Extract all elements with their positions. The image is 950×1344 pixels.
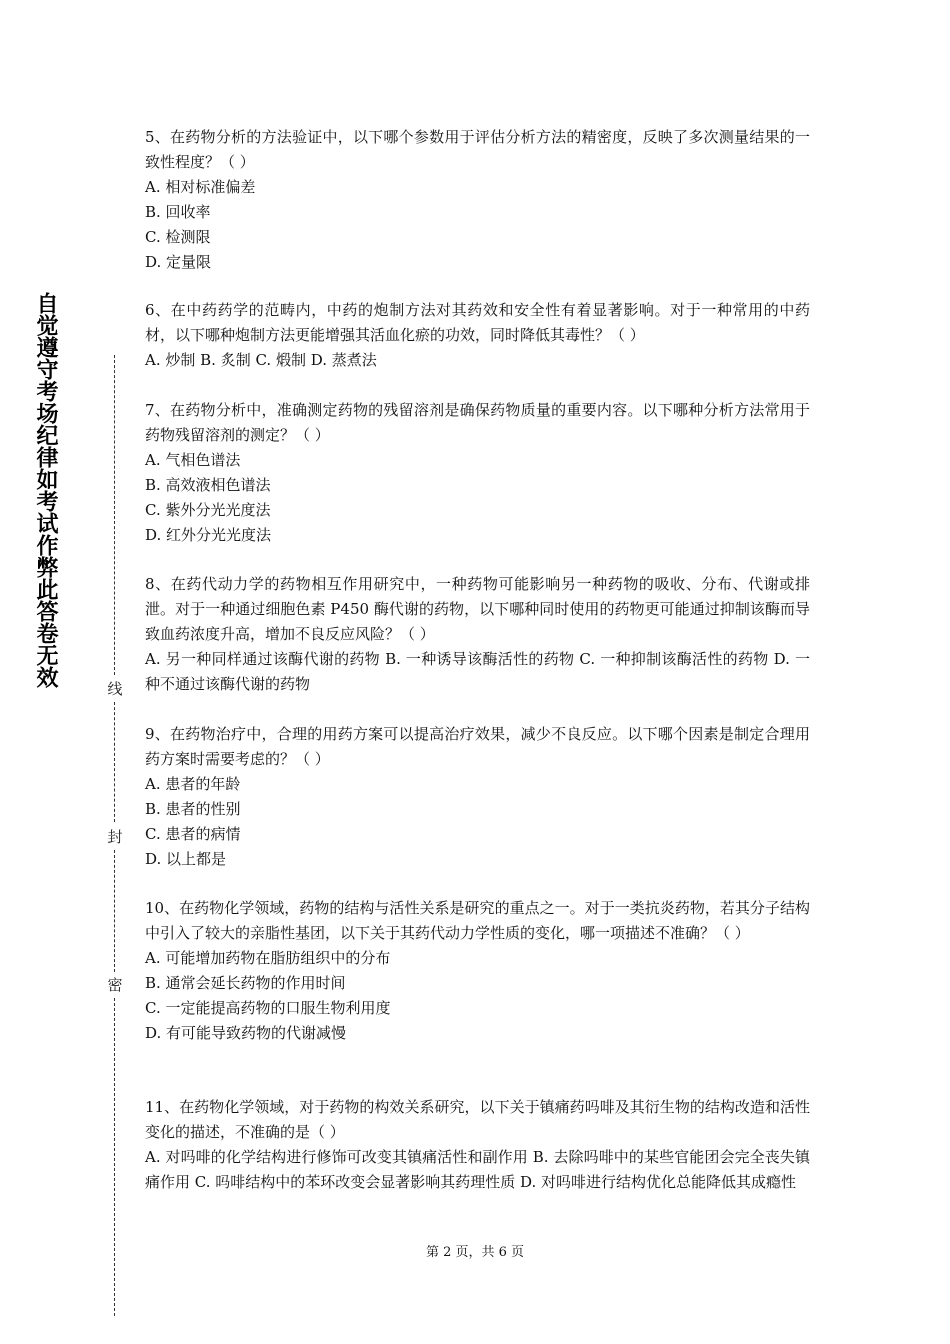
question-10 (145, 896, 810, 1046)
option-d: D. 红外分光光度法 (145, 526, 272, 544)
option-b: B. 高效液相色谱法 (145, 476, 271, 494)
exam-integrity-notice: 自觉遵守考场纪律如考试作弊此答卷无效 (33, 292, 58, 688)
question-8 (145, 572, 810, 697)
binding-mark-mi: 密 (107, 976, 123, 994)
options-inline: A. 对吗啡的化学结构进行修饰可改变其镇痛活性和副作用 B. 去除吗啡中的某些官能团会完全丧失镇痛作用 C. 吗啡结构中的苯环改变会显著影响其药理性质 D. 对吗啡进行结构优化总能降低其成瘾性 (145, 1148, 810, 1191)
question-9 (145, 722, 810, 872)
options-inline: A. 炒制 B. 炙制 C. 煅制 D. 蒸煮法 (145, 351, 377, 369)
option-d: D. 以上都是 (145, 850, 227, 868)
question-stem: 6、在中药药学的范畴内，中药的炮制方法对其药效和安全性有着显著影响。对于一种常用的中药材，以下哪种炮制方法更能增强其活血化瘀的功效，同时降低其毒性？（ ） (145, 301, 810, 344)
option-d: D. 有可能导致药物的代谢减慢 (145, 1024, 347, 1042)
option-a: A. 患者的年龄 (145, 775, 241, 793)
binding-dashed-line (114, 355, 115, 675)
option-c: C. 检测限 (145, 228, 211, 246)
question-7 (145, 398, 810, 548)
question-stem: 7、在药物分析中，准确测定药物的残留溶剂是确保药物质量的重要内容。以下哪种分析方法常用于药物残留溶剂的测定？（ ） (145, 401, 810, 444)
option-b: B. 通常会延长药物的作用时间 (145, 974, 346, 992)
option-a: A. 气相色谱法 (145, 451, 241, 469)
question-stem: 5、在药物分析的方法验证中，以下哪个参数用于评估分析方法的精密度，反映了多次测量结果的一致性程度？（ ） (145, 128, 810, 171)
option-a: A. 可能增加药物在脂肪组织中的分布 (145, 949, 391, 967)
option-d: D. 定量限 (145, 253, 212, 271)
option-a: A. 相对标准偏差 (145, 178, 256, 196)
binding-dashed-line (114, 850, 115, 972)
option-c: C. 一定能提高药物的口服生物利用度 (145, 999, 391, 1017)
binding-mark-feng: 封 (107, 828, 123, 846)
option-c: C. 患者的病情 (145, 825, 241, 843)
question-11 (145, 1095, 810, 1195)
option-b: B. 回收率 (145, 203, 211, 221)
option-c: C. 紫外分光光度法 (145, 501, 271, 519)
binding-dashed-line (114, 702, 115, 822)
question-stem: 10、在药物化学领域，药物的结构与活性关系是研究的重点之一。对于一类抗炎药物，若其分子结构中引入了较大的亲脂性基团，以下关于其药代动力学性质的变化，哪一项描述不准确？（ ） (145, 899, 810, 942)
question-stem: 8、在药代动力学的药物相互作用研究中，一种药物可能影响另一种药物的吸收、分布、代谢或排泄。对于一种通过细胞色素 P450 酶代谢的药物，以下哪种同时使用的药物更可能通过抑制该酶而导致血药浓度升高，增加不良反应风险？（ ） (145, 575, 810, 643)
option-b: B. 患者的性别 (145, 800, 241, 818)
question-6 (145, 298, 810, 373)
question-stem: 11、在药物化学领域，对于药物的构效关系研究，以下关于镇痛药吗啡及其衍生物的结构改造和活性变化的描述，不准确的是（ ） (145, 1098, 810, 1141)
binding-mark-xian: 线 (107, 680, 123, 698)
options-inline: A. 另一种同样通过该酶代谢的药物 B. 一种诱导该酶活性的药物 C. 一种抑制该酶活性的药物 D. 一种不通过该酶代谢的药物 (145, 650, 810, 693)
question-stem: 9、在药物治疗中，合理的用药方案可以提高治疗效果，减少不良反应。以下哪个因素是制定合理用药方案时需要考虑的？（ ） (145, 725, 810, 768)
question-5 (145, 125, 810, 275)
page-number-footer: 第 2 页，共 6 页 (425, 1245, 525, 1260)
binding-dashed-line (114, 998, 115, 1316)
